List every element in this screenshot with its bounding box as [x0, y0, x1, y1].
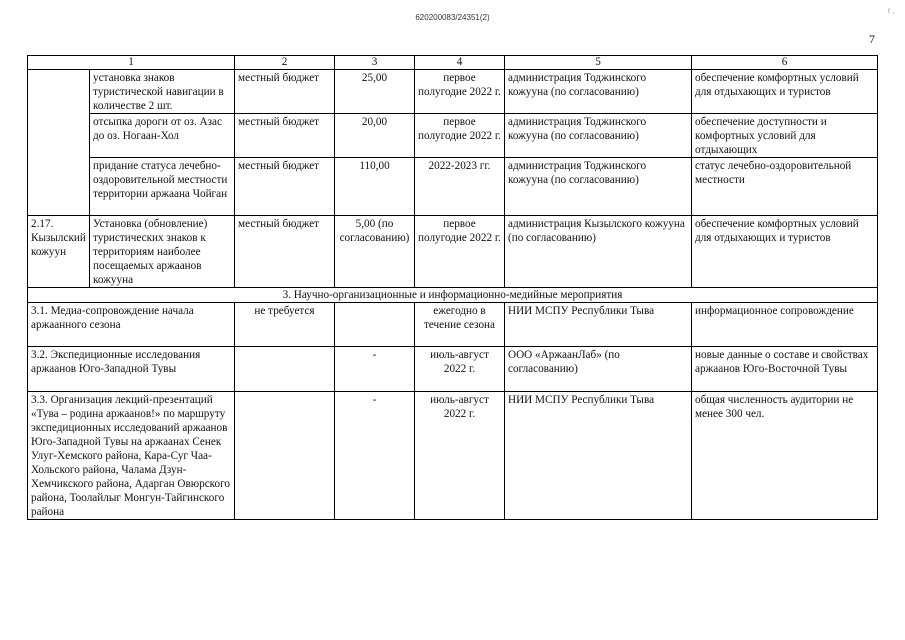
- measure-name-cell: 3.3. Организация лекций-презентаций «Тува – родина аржаанов!» по маршруту экспедиционных исследований аржаанов Юго-Западной Тувы на аржаанах Сенек Улуг-Хемского района, Кара-Суг Чаа-Хольского района, Чалама Дзун-Хемчикского района, Адарган Овюрского района, Тоолайлыг Монгун-Тайгинского района: [28, 392, 235, 520]
- column-header-1: 1: [28, 56, 235, 70]
- sub-measure-cell: придание статуса лечебно-оздоровительной местности территории аржаана Чойган: [90, 158, 235, 216]
- item-number-cell-empty: [28, 70, 90, 216]
- column-header-3: 3: [335, 56, 415, 70]
- document-id: 620200083/24351(2): [415, 13, 490, 22]
- funding-source-cell: [235, 392, 335, 520]
- item-number-cell: 2.17. Кызылский кожуун: [28, 216, 90, 288]
- result-cell: информационное сопровождение: [692, 303, 878, 347]
- executor-cell: администрация Тоджинского кожууна (по согласованию): [505, 114, 692, 158]
- header-row: [28, 56, 878, 70]
- executor-cell: НИИ МСПУ Республики Тыва: [505, 303, 692, 347]
- column-header-4: 4: [415, 56, 505, 70]
- result-cell: обеспечение комфортных условий для отдыхающих и туристов: [692, 70, 878, 114]
- result-cell: обеспечение доступности и комфортных условий для отдыхающих: [692, 114, 878, 158]
- result-cell: новые данные о составе и свойствах аржаанов Юго-Восточной Тувы: [692, 347, 878, 392]
- amount-cell: 25,00: [335, 70, 415, 114]
- amount-cell: [335, 303, 415, 347]
- amount-cell: 5,00 (по согласованию): [335, 216, 415, 288]
- column-header-5: 5: [505, 56, 692, 70]
- period-cell: июль-август 2022 г.: [415, 347, 505, 392]
- sub-measure-cell: установка знаков туристической навигации в количестве 2 шт.: [90, 70, 235, 114]
- table-row: [28, 347, 878, 392]
- funding-source-cell: местный бюджет: [235, 158, 335, 216]
- period-cell: 2022-2023 гг.: [415, 158, 505, 216]
- period-cell: первое полугодие 2022 г.: [415, 114, 505, 158]
- table-row: [28, 303, 878, 347]
- period-cell: первое полугодие 2022 г.: [415, 70, 505, 114]
- period-cell: июль-август 2022 г.: [415, 392, 505, 520]
- executor-cell: ООО «АржаанЛаб» (по согласованию): [505, 347, 692, 392]
- period-cell: ежегодно в течение сезона: [415, 303, 505, 347]
- page-number: 7: [869, 32, 875, 46]
- funding-source-cell: местный бюджет: [235, 114, 335, 158]
- table-row: [28, 158, 878, 216]
- amount-cell: 110,00: [335, 158, 415, 216]
- executor-cell: НИИ МСПУ Республики Тыва: [505, 392, 692, 520]
- funding-source-cell: [235, 347, 335, 392]
- result-cell: обеспечение комфортных условий для отдыхающих и туристов: [692, 216, 878, 288]
- measure-name-cell: 3.1. Медиа-сопровождение начала аржаанного сезона: [28, 303, 235, 347]
- amount-cell: 20,00: [335, 114, 415, 158]
- period-cell: первое полугодие 2022 г.: [415, 216, 505, 288]
- table-row: [28, 114, 878, 158]
- table-row: [28, 216, 878, 288]
- column-header-6: 6: [692, 56, 878, 70]
- funding-source-cell: местный бюджет: [235, 216, 335, 288]
- amount-cell: -: [335, 392, 415, 520]
- executor-cell: администрация Кызылского кожууна (по согласованию): [505, 216, 692, 288]
- result-cell: общая численность аудитории не менее 300 чел.: [692, 392, 878, 520]
- table-row: [28, 70, 878, 114]
- measure-name-cell: 3.2. Экспедиционные исследования аржаанов Юго-Западной Тувы: [28, 347, 235, 392]
- section-header-row: [28, 288, 878, 303]
- executor-cell: администрация Тоджинского кожууна (по согласованию): [505, 70, 692, 114]
- amount-cell: -: [335, 347, 415, 392]
- column-header-2: 2: [235, 56, 335, 70]
- table-row: [28, 392, 878, 520]
- funding-source-cell: не требуется: [235, 303, 335, 347]
- sub-measure-cell: отсыпка дороги от оз. Азас до оз. Ногаан-Хол: [90, 114, 235, 158]
- executor-cell: администрация Тоджинского кожууна (по согласованию): [505, 158, 692, 216]
- section-title: 3. Научно-организационные и информационно-медийные мероприятия: [28, 288, 878, 303]
- result-cell: статус лечебно-оздоровительной местности: [692, 158, 878, 216]
- sub-measure-cell: Установка (обновление) туристических знаков к территориям наиболее посещаемых аржаанов кожууна: [90, 216, 235, 288]
- measures-table: [27, 55, 878, 520]
- corner-mark: r ,: [887, 6, 895, 15]
- funding-source-cell: местный бюджет: [235, 70, 335, 114]
